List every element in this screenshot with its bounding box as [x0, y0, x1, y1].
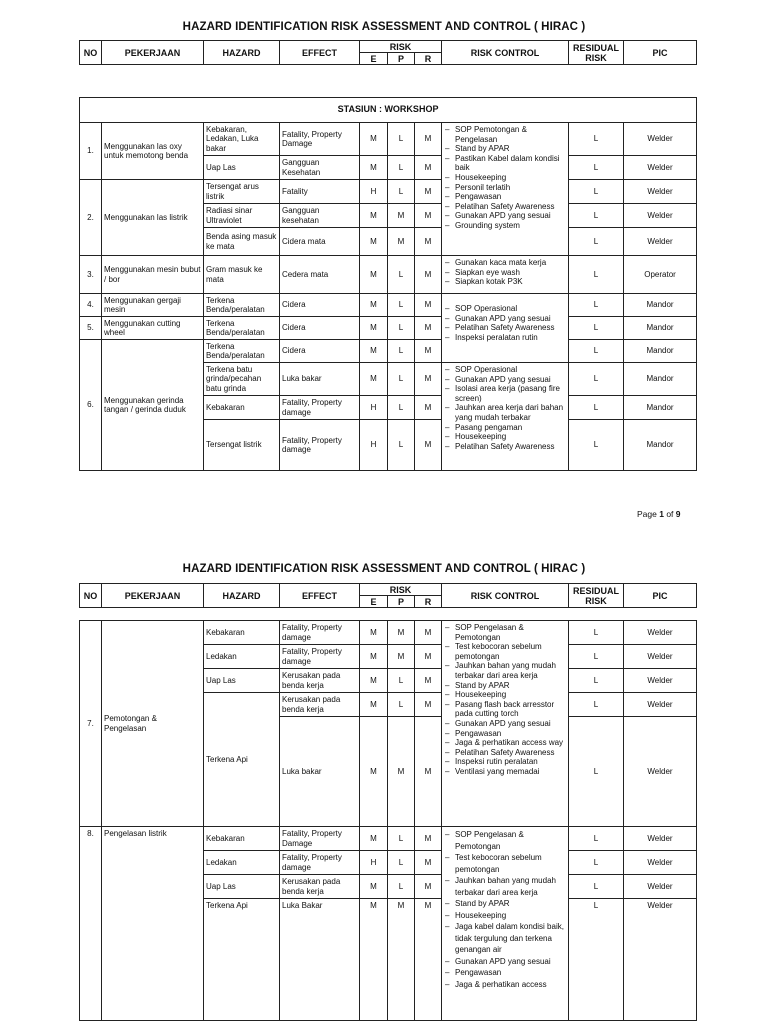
- hazard-cell: Uap Las: [204, 875, 280, 899]
- hazard-cell: Uap Las: [204, 669, 280, 693]
- residual-risk: L: [569, 875, 624, 899]
- effect-cell: Cidera mata: [280, 228, 360, 256]
- residual-risk: L: [569, 899, 624, 1021]
- risk-control-item: – Housekeeping: [444, 173, 566, 183]
- header-residual-risk: RESIDUAL RISK: [569, 584, 624, 608]
- job-number: 8.: [80, 827, 102, 1021]
- risk-control-item: – Stand by APAR: [444, 681, 566, 691]
- risk-e: M: [360, 294, 388, 317]
- pic-cell: Welder: [624, 228, 697, 256]
- hirac-table-page-1: [79, 97, 697, 471]
- job-number: 1.: [80, 123, 102, 180]
- risk-r: M: [415, 123, 442, 156]
- residual-risk: L: [569, 396, 624, 420]
- header-r: R: [415, 596, 442, 608]
- risk-control-item: – Isolasi area kerja (pasang fire screen): [444, 384, 566, 403]
- risk-control-item: – Pelatihan Safety Awareness: [444, 323, 566, 333]
- risk-e: M: [360, 317, 388, 340]
- risk-control-cell: [442, 827, 569, 1021]
- header-hazard: HAZARD: [204, 41, 280, 65]
- header-e: E: [360, 53, 388, 65]
- risk-control-item: – Pelatihan Safety Awareness: [444, 748, 566, 758]
- risk-control-item: – Inspeksi rutin peralatan: [444, 757, 566, 767]
- effect-cell: Cedera mata: [280, 256, 360, 294]
- risk-p: L: [388, 123, 415, 156]
- risk-e: M: [360, 875, 388, 899]
- risk-p: L: [388, 396, 415, 420]
- risk-p: L: [388, 693, 415, 717]
- risk-p: M: [388, 717, 415, 827]
- pic-cell: Welder: [624, 717, 697, 827]
- header-p: P: [388, 53, 415, 65]
- risk-control-item: – Stand by APAR: [444, 898, 566, 910]
- job-number: 6.: [80, 340, 102, 471]
- table-row: [80, 340, 697, 363]
- job-name: Pemotongan & Pengelasan: [102, 621, 204, 827]
- risk-e: M: [360, 228, 388, 256]
- effect-cell: Gangguan kesehatan: [280, 204, 360, 228]
- job-number: 5.: [80, 317, 102, 340]
- header-hazard: HAZARD: [204, 584, 280, 608]
- residual-risk: L: [569, 621, 624, 645]
- header-residual-risk: RESIDUAL RISK: [569, 41, 624, 65]
- risk-e: H: [360, 420, 388, 471]
- risk-control-item: – Jauhkan bahan yang mudah terbakar dari area kerja: [444, 875, 566, 898]
- risk-control-item: – Stand by APAR: [444, 144, 566, 154]
- risk-e: H: [360, 851, 388, 875]
- header-risk: RISK: [360, 41, 442, 53]
- risk-control-item: – Gunakan APD yang sesuai: [444, 956, 566, 968]
- risk-p: L: [388, 317, 415, 340]
- risk-r: M: [415, 899, 442, 1021]
- residual-risk: L: [569, 294, 624, 317]
- effect-cell: Fatality: [280, 180, 360, 204]
- header-e: E: [360, 596, 388, 608]
- risk-control-item: – Pengawasan: [444, 192, 566, 202]
- hazard-cell: Gram masuk ke mata: [204, 256, 280, 294]
- table-row: [80, 123, 697, 156]
- header-no: NO: [80, 584, 102, 608]
- pic-cell: Mandor: [624, 363, 697, 396]
- residual-risk: L: [569, 717, 624, 827]
- risk-p: L: [388, 420, 415, 471]
- page-title: HAZARD IDENTIFICATION RISK ASSESSMENT AND CONTROL ( HIRAC ): [182, 21, 586, 33]
- hazard-cell: Ledakan: [204, 851, 280, 875]
- risk-e: M: [360, 340, 388, 363]
- residual-risk: L: [569, 645, 624, 669]
- risk-control-item: – SOP Pengelasan & Pemotongan: [444, 623, 566, 642]
- risk-control-item: – SOP Pemotongan & Pengelasan: [444, 125, 566, 144]
- hazard-cell: Kebakaran: [204, 621, 280, 645]
- risk-e: M: [360, 156, 388, 180]
- risk-r: M: [415, 717, 442, 827]
- risk-control-item: – Gunakan APD yang sesuai: [444, 314, 566, 324]
- hazard-cell: Ledakan: [204, 645, 280, 669]
- effect-cell: Fatality, Property Damage: [280, 827, 360, 851]
- risk-control-cell: [442, 256, 569, 294]
- risk-r: M: [415, 317, 442, 340]
- risk-p: M: [388, 645, 415, 669]
- effect-cell: Cidera: [280, 340, 360, 363]
- risk-control-item: – Gunakan APD yang sesuai: [444, 211, 566, 221]
- risk-r: M: [415, 420, 442, 471]
- residual-risk: L: [569, 827, 624, 851]
- risk-control-item: – Jaga & perhatikan access way: [444, 738, 566, 748]
- risk-r: M: [415, 827, 442, 851]
- risk-control-item: – Pelatihan Safety Awareness: [444, 202, 566, 212]
- risk-control-item: – SOP Pengelasan & Pemotongan: [444, 829, 566, 852]
- table-row: [80, 180, 697, 204]
- header-risk-control: RISK CONTROL: [442, 41, 569, 65]
- risk-e: M: [360, 899, 388, 1021]
- effect-cell: Luka Bakar: [280, 899, 360, 1021]
- job-name: Pengelasan listrik: [102, 827, 204, 1021]
- risk-p: L: [388, 256, 415, 294]
- risk-e: M: [360, 717, 388, 827]
- risk-control-item: – Jaga & perhatikan access: [444, 979, 566, 991]
- risk-control-item: – Jauhkan area kerja dari bahan yang mudah terbakar: [444, 403, 566, 422]
- risk-control-cell: [442, 621, 569, 827]
- table-row: [80, 294, 697, 317]
- hazard-cell: Terkena Benda/peralatan: [204, 294, 280, 317]
- residual-risk: L: [569, 180, 624, 204]
- residual-risk: L: [569, 123, 624, 156]
- job-name: Menggunakan las oxy untuk memotong benda: [102, 123, 204, 180]
- residual-risk: L: [569, 156, 624, 180]
- hazard-cell: Radiasi sinar Ultraviolet: [204, 204, 280, 228]
- risk-control-item: – Gunakan APD yang sesuai: [444, 719, 566, 729]
- risk-p: L: [388, 156, 415, 180]
- table-row: [80, 256, 697, 294]
- risk-control-item: – Pelatihan Safety Awareness: [444, 442, 566, 452]
- risk-r: M: [415, 156, 442, 180]
- table-row: [80, 827, 697, 851]
- risk-control-cell: [442, 363, 569, 471]
- residual-risk: L: [569, 851, 624, 875]
- risk-p: L: [388, 851, 415, 875]
- risk-p: L: [388, 340, 415, 363]
- risk-control-item: – Inspeksi peralatan rutin: [444, 333, 566, 343]
- job-name: Menggunakan mesin bubut / bor: [102, 256, 204, 294]
- risk-control-item: – Test kebocoran sebelum pemotongan: [444, 642, 566, 661]
- risk-r: M: [415, 693, 442, 717]
- effect-cell: Cidera: [280, 317, 360, 340]
- risk-p: L: [388, 669, 415, 693]
- risk-p: M: [388, 899, 415, 1021]
- hazard-cell: Kebakaran: [204, 827, 280, 851]
- pic-cell: Welder: [624, 645, 697, 669]
- effect-cell: Fatality, Property damage: [280, 645, 360, 669]
- table-row: [80, 317, 697, 340]
- risk-e: M: [360, 204, 388, 228]
- residual-risk: L: [569, 228, 624, 256]
- risk-control-item: – Pasang pengaman: [444, 423, 566, 433]
- risk-e: M: [360, 693, 388, 717]
- effect-cell: Kerusakan pada benda kerja: [280, 669, 360, 693]
- effect-cell: Fatality, Property damage: [280, 420, 360, 471]
- pic-cell: Mandor: [624, 420, 697, 471]
- risk-e: H: [360, 396, 388, 420]
- residual-risk: L: [569, 204, 624, 228]
- hazard-cell: Terkena Api: [204, 693, 280, 827]
- risk-control-item: – Personil terlatih: [444, 183, 566, 193]
- residual-risk: L: [569, 363, 624, 396]
- pic-cell: Mandor: [624, 340, 697, 363]
- risk-control-cell: [442, 294, 569, 363]
- effect-cell: Gangguan Kesehatan: [280, 156, 360, 180]
- risk-r: M: [415, 621, 442, 645]
- pic-cell: Welder: [624, 621, 697, 645]
- risk-control-item: – Pasang flash back arresstor pada cutting torch: [444, 700, 566, 719]
- hirac-table-page-2: [79, 620, 697, 1021]
- header-risk-control: RISK CONTROL: [442, 584, 569, 608]
- residual-risk: L: [569, 256, 624, 294]
- pic-cell: Welder: [624, 180, 697, 204]
- pic-cell: Welder: [624, 156, 697, 180]
- risk-r: M: [415, 256, 442, 294]
- effect-cell: Luka bakar: [280, 363, 360, 396]
- pic-cell: Welder: [624, 693, 697, 717]
- pic-cell: Operator: [624, 256, 697, 294]
- hazard-cell: Terkena batu grinda/pecahan batu grinda: [204, 363, 280, 396]
- pic-cell: Mandor: [624, 317, 697, 340]
- risk-e: M: [360, 827, 388, 851]
- hazard-cell: Kebakaran, Ledakan, Luka bakar: [204, 123, 280, 156]
- pic-cell: Welder: [624, 899, 697, 1021]
- risk-p: L: [388, 294, 415, 317]
- risk-p: M: [388, 228, 415, 256]
- hazard-cell: Benda asing masuk ke mata: [204, 228, 280, 256]
- hazard-cell: Terkena Benda/peralatan: [204, 340, 280, 363]
- hazard-cell: Tersengat arus listrik: [204, 180, 280, 204]
- risk-control-item: – Siapkan kotak P3K: [444, 277, 566, 287]
- pic-cell: Welder: [624, 123, 697, 156]
- risk-p: L: [388, 363, 415, 396]
- job-name: Menggunakan gergaji mesin: [102, 294, 204, 317]
- risk-control-item: – Siapkan eye wash: [444, 268, 566, 278]
- table-row: [80, 621, 697, 645]
- residual-risk: L: [569, 420, 624, 471]
- effect-cell: Luka bakar: [280, 717, 360, 827]
- risk-control-item: – Pengawasan: [444, 729, 566, 739]
- hazard-cell: Terkena Api: [204, 899, 280, 1021]
- header-effect: EFFECT: [280, 584, 360, 608]
- risk-control-item: – Pengawasan: [444, 967, 566, 979]
- risk-control-item: – Ventilasi yang memadai: [444, 767, 566, 777]
- risk-r: M: [415, 340, 442, 363]
- pic-cell: Welder: [624, 669, 697, 693]
- risk-r: M: [415, 228, 442, 256]
- risk-e: M: [360, 669, 388, 693]
- job-name: Menggunakan las listrik: [102, 180, 204, 256]
- hazard-cell: Terkena Benda/peralatan: [204, 317, 280, 340]
- page-number: Page 1 of 9: [637, 509, 681, 519]
- risk-control-item: – Jaga kabel dalam kondisi baik, tidak tergulung dan terkena genangan air: [444, 921, 566, 956]
- hazard-cell: Kebakaran: [204, 396, 280, 420]
- effect-cell: Kerusakan pada benda kerja: [280, 693, 360, 717]
- station-title: STASIUN : WORKSHOP: [80, 98, 697, 123]
- pic-cell: Mandor: [624, 396, 697, 420]
- column-header: [79, 583, 697, 608]
- risk-control-cell: [442, 123, 569, 256]
- job-number: 2.: [80, 180, 102, 256]
- effect-cell: Fatality, Property damage: [280, 851, 360, 875]
- job-number: 7.: [80, 621, 102, 827]
- page-title: HAZARD IDENTIFICATION RISK ASSESSMENT AND CONTROL ( HIRAC ): [182, 563, 586, 575]
- risk-p: M: [388, 621, 415, 645]
- risk-control-item: – Pastikan Kabel dalam kondisi baik: [444, 154, 566, 173]
- risk-e: M: [360, 123, 388, 156]
- pic-cell: Welder: [624, 875, 697, 899]
- effect-cell: Fatality, Property damage: [280, 621, 360, 645]
- risk-e: M: [360, 621, 388, 645]
- risk-r: M: [415, 645, 442, 669]
- risk-e: M: [360, 256, 388, 294]
- risk-control-item: – Gunakan APD yang sesuai: [444, 375, 566, 385]
- job-number: 3.: [80, 256, 102, 294]
- hazard-cell: Tersengat listrik: [204, 420, 280, 471]
- job-name: Menggunakan gerinda tangan / gerinda duduk: [102, 340, 204, 471]
- pic-cell: Mandor: [624, 294, 697, 317]
- risk-r: M: [415, 396, 442, 420]
- risk-e: H: [360, 180, 388, 204]
- column-header: [79, 40, 697, 65]
- header-r: R: [415, 53, 442, 65]
- risk-r: M: [415, 294, 442, 317]
- risk-control-item: – SOP Operasional: [444, 304, 566, 314]
- risk-control-item: – Housekeeping: [444, 432, 566, 442]
- effect-cell: Fatality, Property damage: [280, 396, 360, 420]
- pic-cell: Welder: [624, 204, 697, 228]
- header-pekerjaan: PEKERJAAN: [102, 41, 204, 65]
- risk-control-item: – Housekeeping: [444, 690, 566, 700]
- risk-r: M: [415, 669, 442, 693]
- risk-p: M: [388, 204, 415, 228]
- risk-r: M: [415, 875, 442, 899]
- header-no: NO: [80, 41, 102, 65]
- risk-e: M: [360, 363, 388, 396]
- header-effect: EFFECT: [280, 41, 360, 65]
- residual-risk: L: [569, 317, 624, 340]
- risk-control-item: – Jauhkan bahan yang mudah terbakar dari area kerja: [444, 661, 566, 680]
- risk-control-item: – Gunakan kaca mata kerja: [444, 258, 566, 268]
- risk-control-item: – Housekeeping: [444, 910, 566, 922]
- risk-p: L: [388, 827, 415, 851]
- risk-p: L: [388, 180, 415, 204]
- job-number: 4.: [80, 294, 102, 317]
- pic-cell: Welder: [624, 827, 697, 851]
- risk-e: M: [360, 645, 388, 669]
- pic-cell: Welder: [624, 851, 697, 875]
- risk-p: L: [388, 875, 415, 899]
- risk-r: M: [415, 851, 442, 875]
- risk-r: M: [415, 180, 442, 204]
- risk-r: M: [415, 204, 442, 228]
- effect-cell: Cidera: [280, 294, 360, 317]
- effect-cell: Kerusakan pada benda kerja: [280, 875, 360, 899]
- hazard-cell: Uap Las: [204, 156, 280, 180]
- risk-control-item: – Grounding system: [444, 221, 566, 231]
- risk-control-item: – SOP Operasional: [444, 365, 566, 375]
- job-name: Menggunakan cutting wheel: [102, 317, 204, 340]
- residual-risk: L: [569, 669, 624, 693]
- header-risk: RISK: [360, 584, 442, 596]
- risk-r: M: [415, 363, 442, 396]
- residual-risk: L: [569, 340, 624, 363]
- header-pekerjaan: PEKERJAAN: [102, 584, 204, 608]
- header-p: P: [388, 596, 415, 608]
- effect-cell: Fatality, Property Damage: [280, 123, 360, 156]
- header-pic: PIC: [624, 41, 697, 65]
- risk-control-item: – Test kebocoran sebelum pemotongan: [444, 852, 566, 875]
- header-pic: PIC: [624, 584, 697, 608]
- residual-risk: L: [569, 693, 624, 717]
